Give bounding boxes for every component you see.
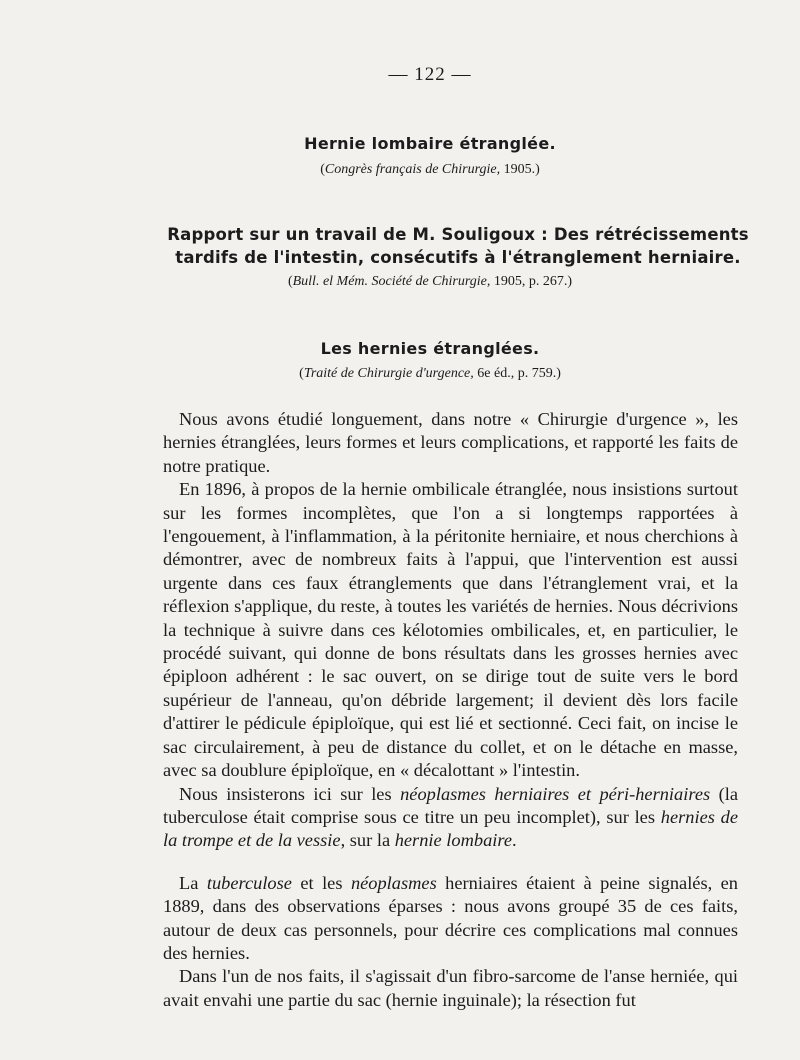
paragraph-4: La tuberculose et les néoplasmes herniaires étaient à peine signalés, en 1889, dans des observations éparses : nous avons groupé 35 de ces faits, autour de deux cas personnels, pour décrire ces complications mal connues des hernies. bbox=[163, 872, 739, 963]
citation-congres: (Congrès français de Chirurgie, 1905.) bbox=[320, 162, 540, 177]
paragraph-2: En 1896, à propos de la hernie ombilicale étranglée, nous insistions surtout sur les formes incomplètes, que l'on a si longtemps rapportées à l'engouement, à l'inflammation, à la péritonite herniaire, et nous cherchions à démontrer, avec de nombreux faits à l'appui, que l'intervention est aussi urgente dans ces faux étranglements que dans l'étranglement vrai, et la réflexion s'applique, du reste, à toutes les variétés de hernies. Nous décrivions la technique à suivre dans ces kélotomies ombilicales, et, en particulier, le procédé suivant, qui donne de bons résultats dans les grosses hernies avec épiploon adhérent : le sac ouvert, on se dirige tout de suite vers le bord supérieur de l'anneau, qu'on débride largement; il devient dès lors facile d'attirer le pédicule épiploïque, qui est lié et sectionné. Ceci fait, on incise le sac circulairement, à peu de distance du collet, et on le détache en masse, avec sa doublure épiploïque, en « décalottant » l'intestin. bbox=[163, 479, 738, 781]
citation-traite: (Traité de Chirurgie d'urgence, 6e éd., p. 759.) bbox=[299, 366, 561, 381]
section-title-rapport-line1: Rapport sur un travail de M. Souligoux : Des rétrécissements bbox=[167, 225, 749, 244]
section-title-hernie-lombaire: Hernie lombaire étranglée. bbox=[304, 134, 556, 153]
paragraph-3: Nous insisterons ici sur les néoplasmes herniaires et péri-herniaires (la tuberculose était comprise sous ce titre un peu incomplet), sur les hernies de la trompe et de la vessie, sur la hernie lombaire. bbox=[163, 783, 738, 851]
page-number: — 122 — bbox=[388, 64, 472, 85]
section-title-hernies-etranglees: Les hernies étranglées. bbox=[320, 339, 540, 358]
section-title-rapport bbox=[158, 223, 758, 269]
paragraph-1: Nous avons étudié longuement, dans notre « Chirurgie d'urgence », les hernies étranglées, leurs formes et leurs complications, et rapporté les faits de notre pratique. bbox=[163, 409, 738, 476]
section-title-rapport-line2: tardifs de l'intestin, consécutifs à l'étranglement herniaire. bbox=[175, 248, 741, 267]
body-text bbox=[163, 408, 738, 1012]
paragraph-5: Dans l'un de nos faits, il s'agissait d'un fibro-sarcome de l'anse herniée, qui avait envahi une partie du sac (hernie inguinale); la résection fut bbox=[163, 966, 738, 1010]
citation-bulletin: (Bull. el Mém. Société de Chirurgie, 1905, p. 267.) bbox=[287, 274, 573, 289]
